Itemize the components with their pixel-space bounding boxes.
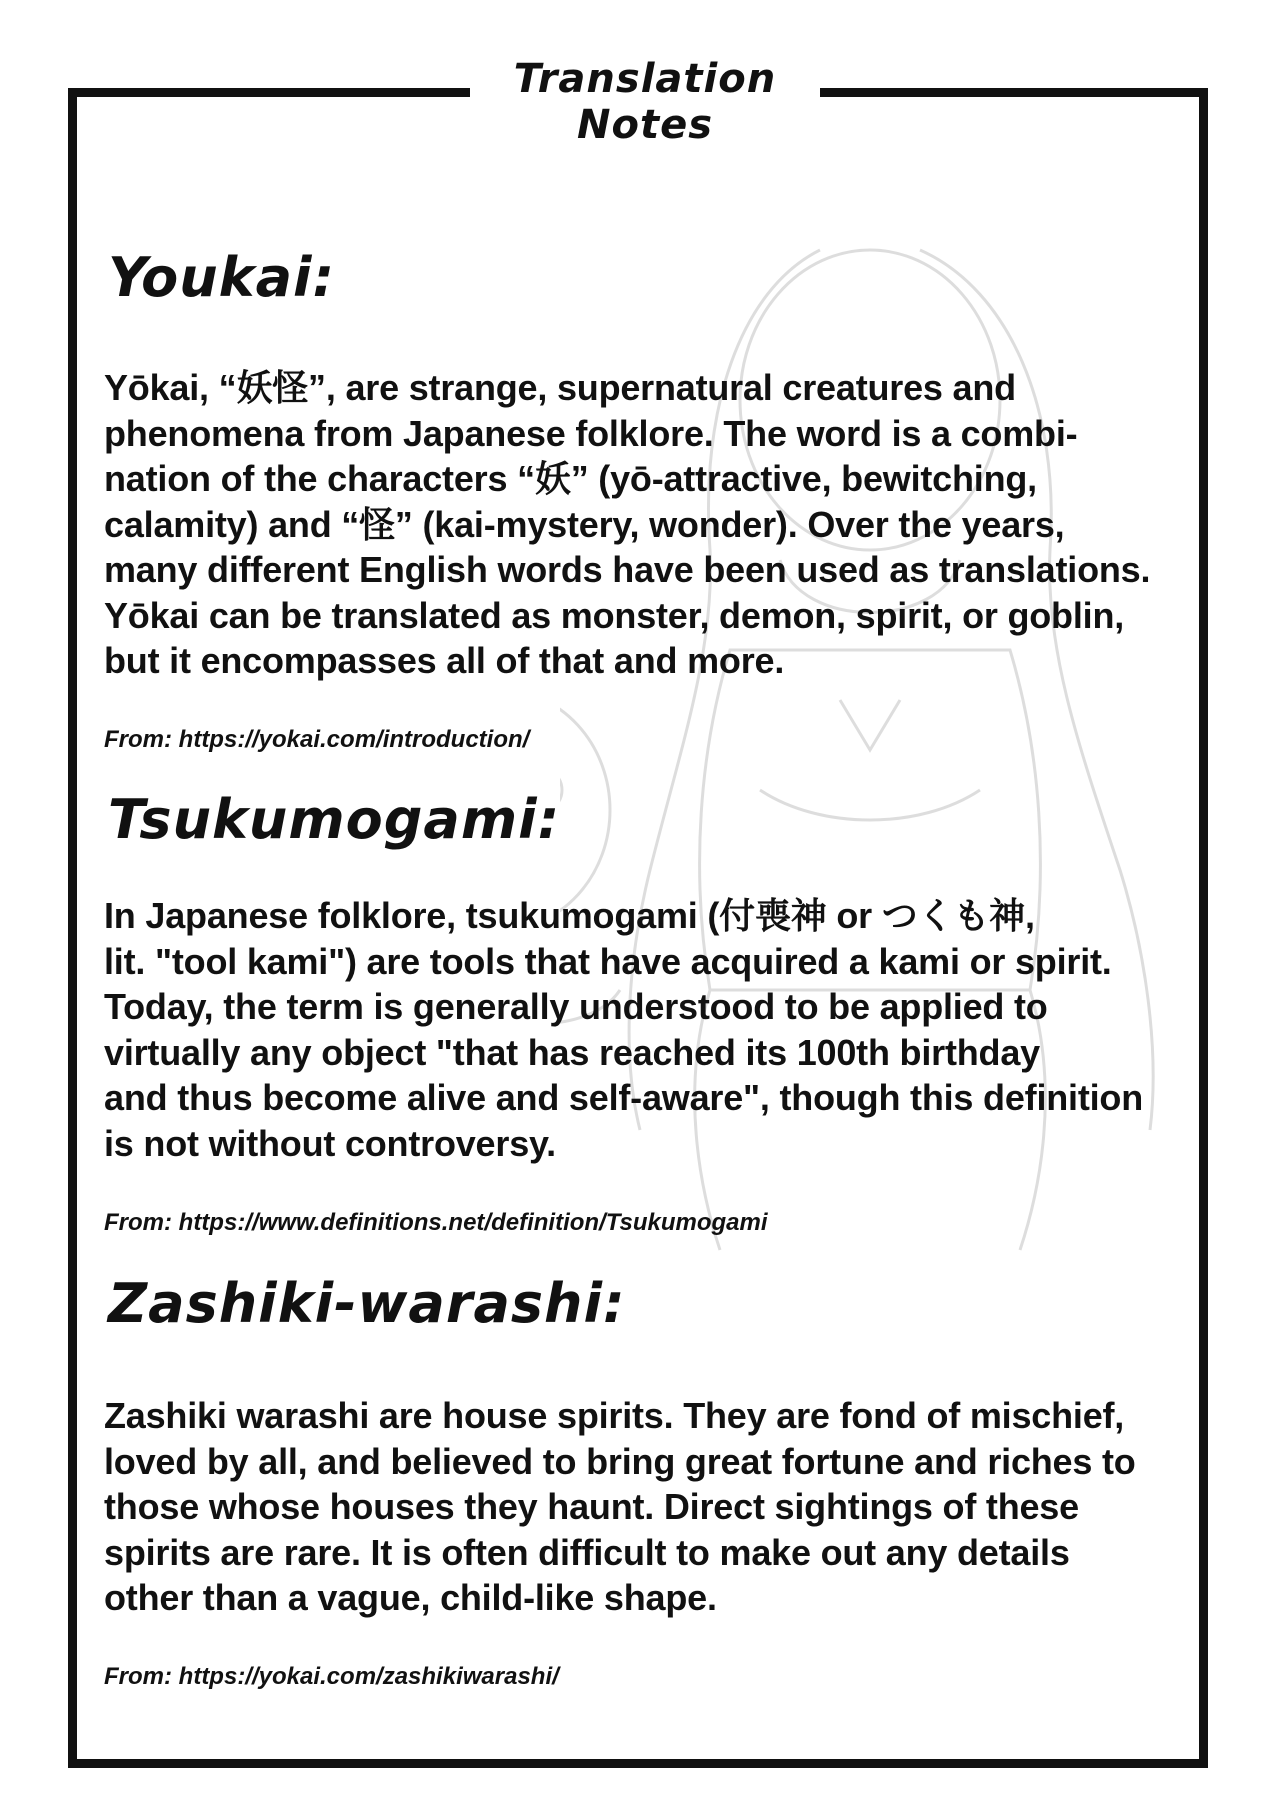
body-line: phenomena from Japanese folklore. The word is a combi- [104, 412, 1078, 454]
section-heading-zashiki-warashi: Zashiki-warashi: [108, 1272, 626, 1335]
page-title-line-2: Notes [576, 102, 713, 148]
body-line: is not without controversy. [104, 1122, 556, 1164]
section-body-zashiki-warashi [104, 1393, 1194, 1621]
body-line: nation of the characters “妖” (yō-attractive, bewitching, [104, 458, 1037, 499]
body-line: Yōkai can be translated as monster, demon, spirit, or goblin, [104, 594, 1125, 636]
body-line: lit. "tool kami") are tools that have acquired a kami or spirit. [104, 940, 1112, 982]
source-citation-youkai: From: https://yokai.com/introduction/ [104, 726, 530, 753]
body-line: Zashiki warashi are house spirits. They are fond of mischief, [104, 1395, 1125, 1436]
source-citation-zashiki-warashi: From: https://yokai.com/zashikiwarashi/ [104, 1663, 559, 1690]
body-line: Yōkai, “妖怪”, are strange, supernatural creatures and [104, 367, 1016, 408]
page-title [470, 56, 820, 148]
body-line: and thus become alive and self-aware", though this definition [104, 1077, 1144, 1118]
body-line: those whose houses they haunt. Direct sightings of these [104, 1486, 1079, 1527]
body-line: virtually any object "that has reached its 100th birthday [104, 1031, 1040, 1073]
body-line: spirits are rare. It is often difficult to make out any details [104, 1531, 1070, 1573]
body-line: In Japanese folklore, tsukumogami (付喪神 or つくも神, [104, 895, 1035, 936]
body-line: calamity) and “怪” (kai-mystery, wonder). Over the years, [104, 503, 1065, 545]
section-body-tsukumogami [104, 893, 1194, 1166]
body-line: many different English words have been used as translations. [104, 549, 1151, 590]
section-body-youkai [104, 365, 1194, 684]
body-line: loved by all, and believed to bring great fortune and riches to [104, 1440, 1136, 1482]
section-heading-tsukumogami: Tsukumogami: [108, 788, 561, 851]
body-line: other than a vague, child-like shape. [104, 1577, 717, 1618]
source-citation-tsukumogami: From: https://www.definitions.net/definition/Tsukumogami [104, 1209, 768, 1236]
section-heading-youkai: Youkai: [108, 246, 336, 309]
body-line: Today, the term is generally understood to be applied to [104, 986, 1048, 1027]
body-line: but it encompasses all of that and more. [104, 640, 785, 681]
page-title-line-1: Translation [513, 56, 777, 102]
